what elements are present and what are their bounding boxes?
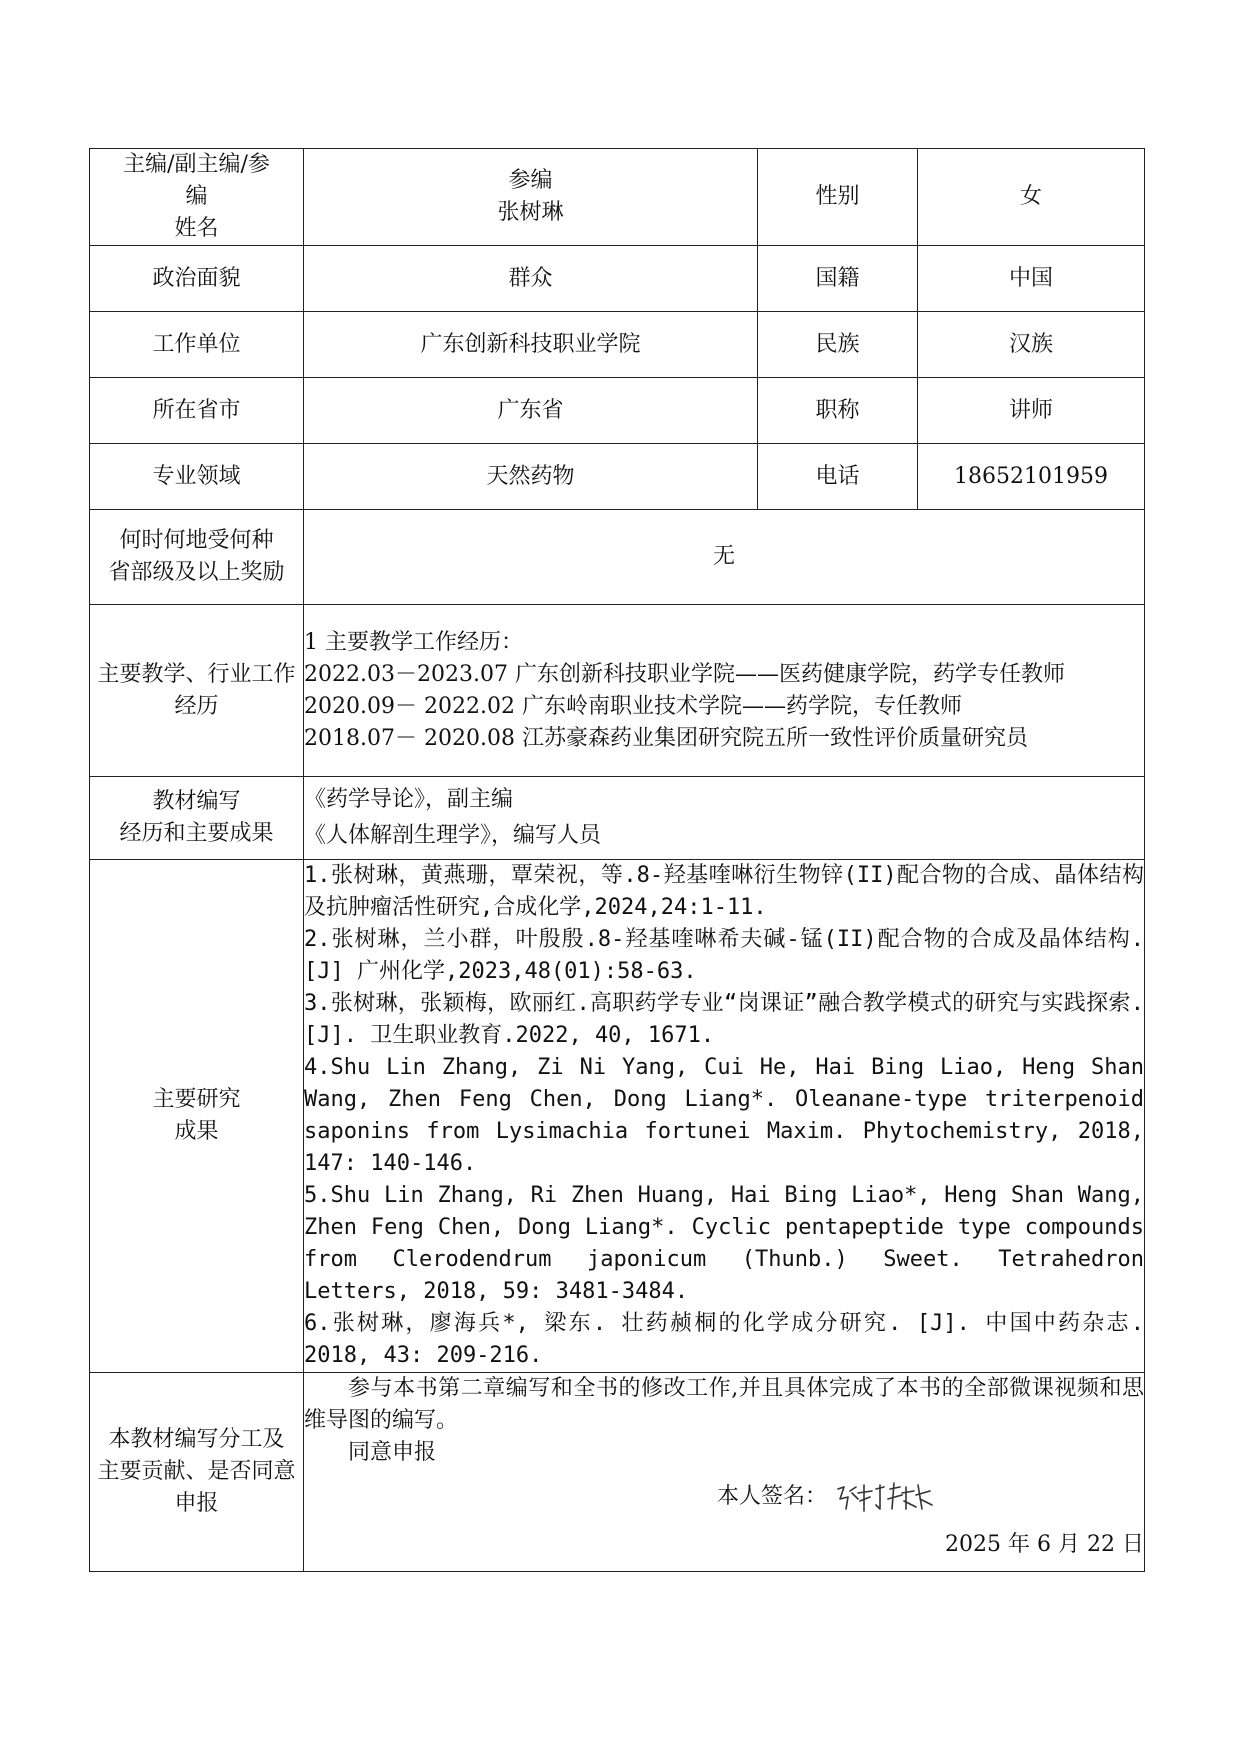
name-label-line: 编 [185, 184, 208, 209]
gender-label: 性别 [758, 149, 918, 246]
ethnic-label: 民族 [758, 312, 918, 378]
application-form [89, 148, 1145, 1572]
signature-row [304, 1479, 1144, 1515]
textbook-label [90, 777, 304, 860]
ethnic-value: 汉族 [918, 312, 1145, 378]
research-item: 1.张树琳，黄燕珊，覃荣祝，等.8-羟基喹啉衍生物锌(II)配合物的合成、晶体结构及抗肿瘤活性研究,合成化学,2024,24:1-11. [304, 863, 1144, 920]
experience-label [90, 605, 304, 777]
row-awards [90, 510, 1145, 605]
sign-date: 2025 年 6 月 22 日 [945, 1532, 1144, 1557]
nationality-label: 国籍 [758, 246, 918, 312]
experience-line: 2022.03－2023.07 广东创新科技职业学院——医药健康学院，药学专任教师 [304, 661, 1065, 687]
awards-label-line: 省部级及以上奖励 [108, 560, 285, 585]
experience-content [304, 605, 1145, 777]
title-label: 职称 [758, 378, 918, 444]
name-label-line: 姓名 [174, 216, 219, 241]
handwritten-signature [834, 1479, 934, 1515]
research-item: 2.张树琳，兰小群，叶殷殷.8-羟基喹啉希夫碱-锰(II)配合物的合成及晶体结构. [J] 广州化学,2023,48(01):58-63. [304, 927, 1144, 984]
experience-line: 2020.09－ 2022.02 广东岭南职业技术学院——药学院，专任教师 [304, 693, 962, 719]
work-value: 广东创新科技职业学院 [304, 312, 758, 378]
name-value [304, 149, 758, 246]
textbook-label-line: 经历和主要成果 [119, 821, 274, 846]
row-textbook [90, 777, 1145, 860]
textbook-line: 《药学导论》，副主编 [304, 787, 514, 812]
row-name [90, 149, 1145, 246]
awards-label-line: 何时何地受何种 [119, 528, 274, 553]
field-label: 专业领域 [90, 444, 304, 510]
political-value: 群众 [304, 246, 758, 312]
research-label-line: 成果 [174, 1119, 219, 1144]
phone-value: 18652101959 [918, 444, 1145, 510]
province-value: 广东省 [304, 378, 758, 444]
research-label-line: 主要研究 [152, 1087, 241, 1112]
row-contribution [90, 1373, 1145, 1572]
research-item: 3.张树琳，张颖梅，欧丽红.高职药学专业“岗课证”融合教学模式的研究与实践探索.[J]. 卫生职业教育.2022, 40, 1671. [304, 991, 1144, 1048]
research-item: 6.张树琳，廖海兵*, 梁东. 壮药赪桐的化学成分研究. [J]. 中国中药杂志. 2018, 43: 209-216. [304, 1311, 1144, 1368]
awards-label [90, 510, 304, 605]
field-value: 天然药物 [304, 444, 758, 510]
textbook-line: 《人体解剖生理学》，编写人员 [304, 823, 602, 848]
textbook-content [304, 777, 1145, 860]
gender-value: 女 [918, 149, 1145, 246]
phone-label: 电话 [758, 444, 918, 510]
work-label: 工作单位 [90, 312, 304, 378]
row-experience [90, 605, 1145, 777]
contribution-content [304, 1373, 1145, 1572]
row-field [90, 444, 1145, 510]
row-work [90, 312, 1145, 378]
contribution-paragraph: 参与本书第二章编写和全书的修改工作,并且具体完成了本书的全部微课视频和思维导图的编写。 [304, 1376, 1144, 1433]
awards-value: 无 [304, 510, 1145, 605]
research-content [304, 860, 1145, 1373]
person-name: 张树琳 [497, 200, 564, 225]
contribution-label [90, 1373, 304, 1572]
contribution-label-line: 本教材编写分工及 [108, 1427, 285, 1452]
experience-line: 2018.07－ 2020.08 江苏豪森药业集团研究院五所一致性评价质量研究员 [304, 725, 1028, 751]
research-label [90, 860, 304, 1373]
row-province [90, 378, 1145, 444]
experience-line: 1 主要教学工作经历： [304, 629, 523, 655]
agree-text: 同意申报 [348, 1440, 437, 1465]
textbook-label-line: 教材编写 [152, 789, 241, 814]
contribution-label-line: 申报 [174, 1491, 219, 1516]
experience-label-line: 经历 [174, 693, 219, 719]
row-political [90, 246, 1145, 312]
political-label: 政治面貌 [90, 246, 304, 312]
research-item: 5.Shu Lin Zhang, Ri Zhen Huang, Hai Bing Liao*, Heng Shan Wang, Zhen Feng Chen, Dong Liang*. Cyclic pentapeptide type compounds from Clerodendrum japonicum (Thunb.) Sweet. Tetrahedron Letters, 2018, 59: 3481-3484. [304, 1183, 1144, 1304]
name-label-line: 主编/副主编/参 [123, 152, 270, 177]
role-value: 参编 [508, 168, 553, 193]
nationality-value: 中国 [918, 246, 1145, 312]
province-label: 所在省市 [90, 378, 304, 444]
contribution-label-line: 主要贡献、是否同意 [97, 1459, 296, 1484]
research-item: 4.Shu Lin Zhang, Zi Ni Yang, Cui He, Hai Bing Liao, Heng Shan Wang, Zhen Feng Chen, Dong Liang*. Oleanane-type triterpenoid saponins from Lysimachia fortunei Maxim. Phytochemistry, 2018, 147: 140-146. [304, 1055, 1144, 1176]
signature-label: 本人签名： [716, 1484, 827, 1509]
row-research [90, 860, 1145, 1373]
title-value: 讲师 [918, 378, 1145, 444]
name-label [90, 149, 304, 246]
experience-label-line: 主要教学、行业工作 [97, 661, 296, 687]
